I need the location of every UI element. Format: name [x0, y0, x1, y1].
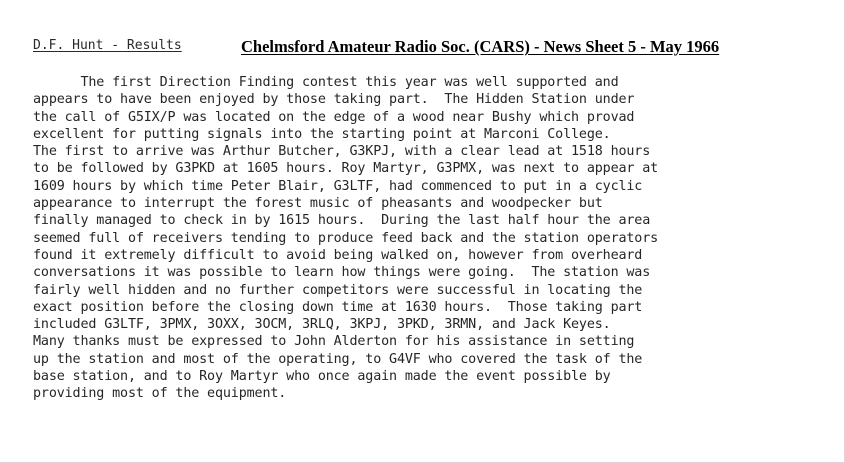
article-line: appearance to interrupt the forest music of pheasants and woodpecker but — [33, 196, 603, 212]
article-line: appears to have been enjoyed by those taking part. The Hidden Station under — [33, 92, 635, 108]
article-line: to be followed by G3PKD at 1605 hours. Roy Martyr, G3PMX, was next to appear at — [33, 161, 659, 177]
article-line: included G3LTF, 3PMX, 3OXX, 3OCM, 3RLQ, 3KPJ, 3PKD, 3RMN, and Jack Keyes. — [33, 317, 611, 333]
article-line: base station, and to Roy Martyr who once again made the event possible by — [33, 369, 611, 385]
article-line: the call of G5IX/P was located on the edge of a wood near Bushy which provad — [33, 109, 635, 125]
article-line: providing most of the equipment. — [33, 386, 287, 402]
article-line: Many thanks must be expressed to John Alderton for his assistance in setting — [33, 334, 635, 350]
article-line: excellent for putting signals into the starting point at Marconi College. — [33, 126, 611, 142]
article-body — [33, 74, 833, 403]
section-label: D.F. Hunt - Results — [33, 38, 182, 53]
article-line: fairly well hidden and no further competitors were successful in locating the — [33, 282, 643, 298]
article-line: up the station and most of the operating, to G4VF who covered the task of the — [33, 351, 643, 367]
article-line: found it extremely difficult to avoid being walked on, however from overheard — [33, 247, 643, 263]
article-line: The first Direction Finding contest this year was well supported and — [33, 75, 619, 90]
article-line: The first to arrive was Arthur Butcher, G3KPJ, with a clear lead at 1518 hours — [33, 144, 651, 160]
article-line: 1609 hours by which time Peter Blair, G3LTF, had commenced to put in a cyclic — [33, 178, 643, 194]
article-line: conversations it was possible to learn how things were going. The station was — [33, 265, 651, 281]
article-line: exact position before the closing down time at 1630 hours. Those taking part — [33, 299, 643, 315]
article-line: finally managed to check in by 1615 hours. During the last half hour the area — [33, 213, 651, 229]
news-sheet-title: Chelmsford Amateur Radio Soc. (CARS) - News Sheet 5 - May 1966 — [241, 37, 720, 56]
article-line: seemed full of receivers tending to produce feed back and the station operators — [33, 230, 659, 246]
